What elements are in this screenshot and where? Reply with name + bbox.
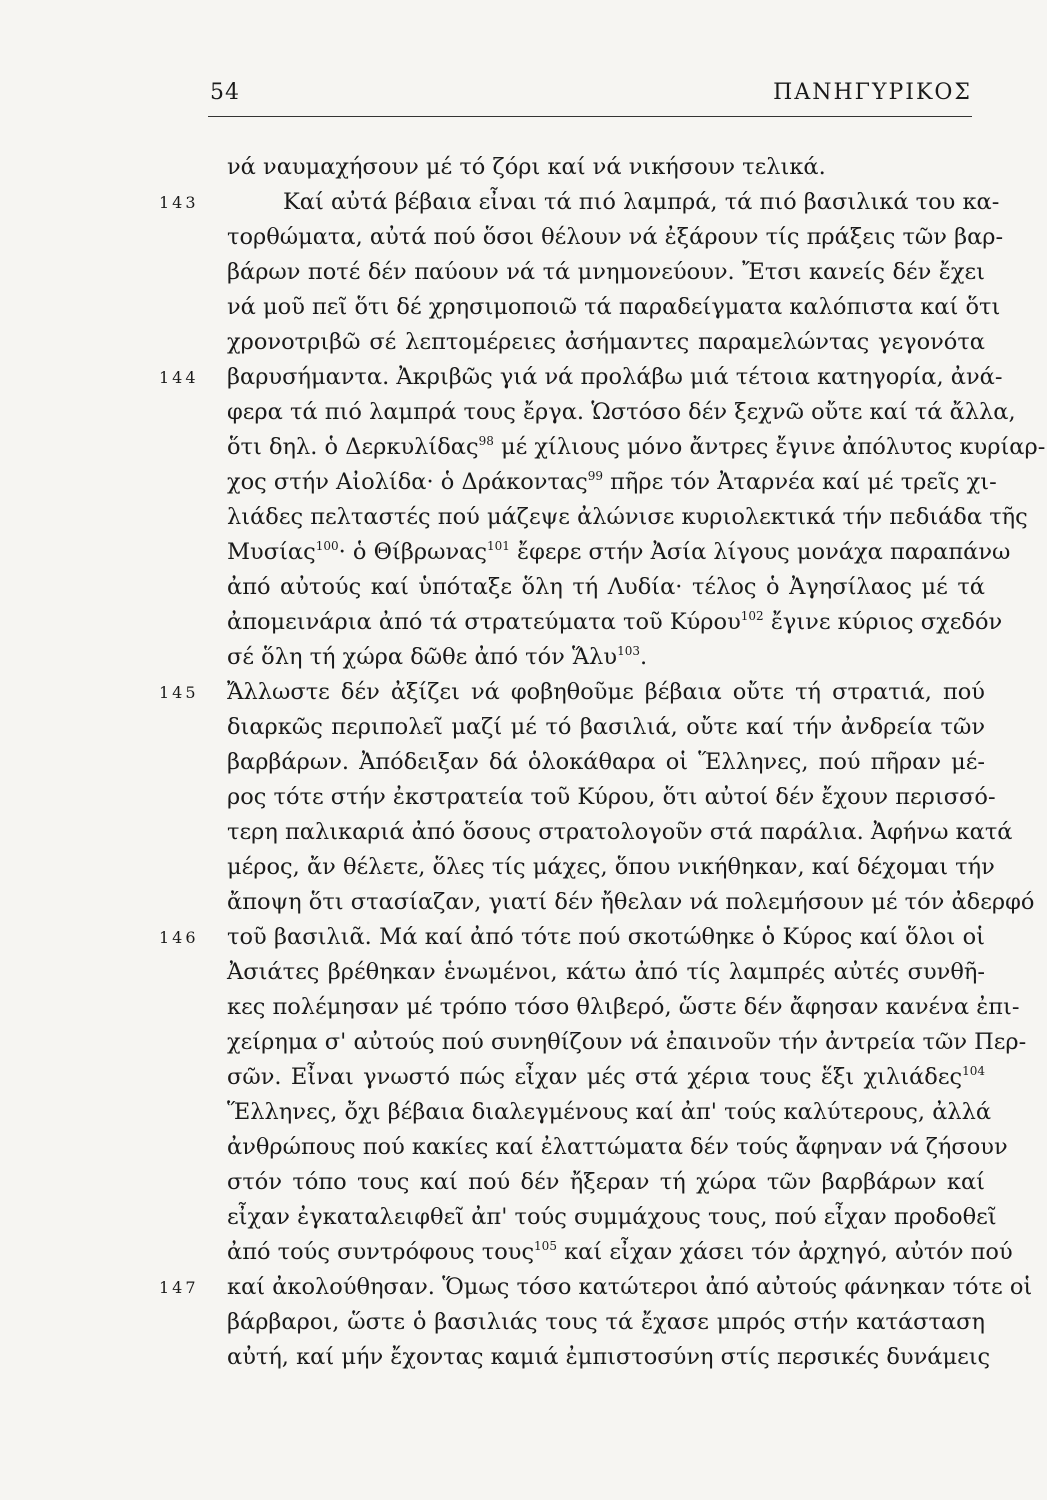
line-text: ἀπό τούς συντρόφους τους xyxy=(227,1239,535,1265)
text-line xyxy=(227,1095,992,1130)
text-line xyxy=(227,1305,985,1340)
text-line xyxy=(227,255,985,290)
line-text: τορθώματα, αὐτά πού ὅσοι θέλουν νά ἐξάρουν τίς πράξεις τῶν βαρ- xyxy=(227,224,1004,250)
footnote-ref: 105 xyxy=(534,1239,557,1253)
line-text: βάρων ποτέ δέν παύουν νά τά μνημονεύουν. Ἔτσι κανείς δέν ἔχει xyxy=(227,259,985,285)
line-text: ἀνθρώπους πού κακίες καί ἐλαττώματα δέν τούς ἄφηναν νά ζήσουν xyxy=(227,1134,1008,1160)
line-text: ἀπό αὐτούς καί ὑπόταξε ὅλη τή Λυδία· τέλος ὁ Ἀγησίλαος μέ τά xyxy=(227,574,985,600)
line-text: ἀπομεινάρια ἀπό τά στρατεύματα τοῦ Κύρου xyxy=(227,609,741,635)
text-line xyxy=(159,185,1000,220)
line-text: βαρυσήμαντα. Ἀκριβῶς γιά νά προλάβω μιά τέτοια κατηγορία, ἀνά- xyxy=(227,364,1003,390)
text-line xyxy=(159,920,985,955)
text-line xyxy=(227,1340,991,1375)
line-text: Ἀσιάτες βρέθηκαν ἑνωμένοι, κάτω ἀπό τίς λαμπρές αὐτές συνθῆ- xyxy=(227,959,985,985)
line-text: μέρος, ἄν θέλετε, ὅλες τίς μάχες, ὅπου νικήθηκαν, καί δέχομαι τήν xyxy=(227,854,995,880)
line-text: φερα τά πιό λαμπρά τους ἔργα. Ὡστόσο δέν ξεχνῶ οὔτε καί τά ἄλλα, xyxy=(227,399,1016,425)
line-text: τερη παλικαριά ἀπό ὅσους στρατολογοῦν στά παράλια. Ἀφήνω κατά xyxy=(227,819,1013,845)
line-text: καί εἶχαν χάσει τόν ἀρχηγό, αὐτόν πού xyxy=(556,1239,1013,1265)
line-text: Ἕλληνες, ὄχι βέβαια διαλεγμένους καί ἀπ' τούς καλύτερους, ἀλλά xyxy=(227,1099,992,1125)
text-line xyxy=(227,955,985,990)
text-line xyxy=(227,500,1028,535)
line-text: ρος τότε στήν ἐκστρατεία τοῦ Κύρου, ὅτι αὐτοί δέν ἔχουν περισσό- xyxy=(227,784,996,810)
text-line xyxy=(227,710,985,745)
text-line xyxy=(227,220,1004,255)
line-text: ἔγινε κύριος σχεδόν xyxy=(763,609,1003,635)
body-text xyxy=(159,150,1046,1375)
running-head: ΠΑΝΗΓΥΡΙΚΟΣ xyxy=(773,80,972,105)
line-text: βάρβαροι, ὥστε ὁ βασιλιάς τους τά ἔχασε μπρός στήν κατάσταση xyxy=(227,1309,985,1335)
footnote-ref: 100 xyxy=(315,539,339,553)
text-line xyxy=(227,325,985,360)
text-line xyxy=(227,430,1046,465)
line-text: ὅτι δηλ. ὁ Δερκυλίδας xyxy=(227,434,479,460)
footnote-ref: 103 xyxy=(617,644,641,658)
paragraph-number: 146 xyxy=(159,928,199,947)
text-line xyxy=(227,1025,1027,1060)
line-text: χείρημα σ' αὐτούς πού συνηθίζουν νά ἐπαινοῦν τήν ἀντρεία τῶν Περ- xyxy=(227,1029,1027,1055)
text-line xyxy=(227,1200,997,1235)
line-text: στόν τόπο τους καί πού δέν ἤξεραν τή χώρα τῶν βαρβάρων καί xyxy=(227,1169,985,1195)
text-line xyxy=(227,570,985,605)
line-text: βαρβάρων. Ἀπόδειξαν δά ὁλοκάθαρα οἱ Ἕλληνες, πού πῆραν μέ- xyxy=(227,749,985,775)
text-line xyxy=(227,815,1013,850)
text-line xyxy=(227,885,1035,920)
line-text: ἄποψη ὅτι στασίαζαν, γιατί δέν ἤθελαν νά πολεμήσουν μέ τόν ἀδερφό xyxy=(227,889,1035,915)
line-text: εἶχαν ἐγκαταλειφθεῖ ἀπ' τούς συμμάχους τους, πού εἶχαν προδοθεῖ xyxy=(227,1204,997,1230)
line-text: · ὁ Θίβρωνας xyxy=(338,539,487,565)
text-line xyxy=(159,1270,1033,1305)
paragraph-number: 145 xyxy=(159,683,199,702)
line-text: νά ναυμαχήσουν μέ τό ζόρι καί νά νικήσουν τελικά. xyxy=(227,154,826,180)
line-text: Καί αὐτά βέβαια εἶναι τά πιό λαμπρά, τά πιό βασιλικά του κα- xyxy=(283,189,1000,215)
text-line xyxy=(227,745,985,780)
text-line xyxy=(159,675,985,710)
header-rule xyxy=(208,116,972,117)
line-text: πῆρε τόν Ἀταρνέα καί μέ τρεῖς χι- xyxy=(602,469,997,495)
footnote-ref: 101 xyxy=(486,539,510,553)
line-text: . xyxy=(640,644,648,670)
page-number: 54 xyxy=(210,80,240,105)
line-text: καί ἀκολούθησαν. Ὅμως τόσο κατώτεροι ἀπό αὐτούς φάνηκαν τότε οἱ xyxy=(227,1274,1033,1300)
text-line xyxy=(227,395,1016,430)
line-text: χρονοτριβῶ σέ λεπτομέρειες ἀσήμαντες παραμελώντας γεγονότα xyxy=(227,329,985,355)
line-text: διαρκῶς περιπολεῖ μαζί μέ τό βασιλιά, οὔτε καί τήν ἀνδρεία τῶν xyxy=(227,714,985,740)
line-text: Μυσίας xyxy=(227,539,316,565)
line-text: κες πολέμησαν μέ τρόπο τόσο θλιβερό, ὥστε δέν ἄφησαν κανένα ἐπι- xyxy=(227,994,1020,1020)
text-line xyxy=(227,605,1003,640)
footnote-ref: 102 xyxy=(740,609,764,623)
footnote-ref: 99 xyxy=(587,469,603,483)
text-line xyxy=(159,360,1003,395)
footnote-ref: 104 xyxy=(962,1064,985,1078)
text-line xyxy=(227,780,996,815)
line-text: Ἄλλωστε δέν ἀξίζει νά φοβηθοῦμε βέβαια οὔτε τή στρατιά, πού xyxy=(227,679,985,705)
text-line xyxy=(227,1060,985,1095)
text-line xyxy=(227,1165,985,1200)
text-line xyxy=(227,640,985,675)
text-line xyxy=(227,535,1011,570)
paragraph-number: 147 xyxy=(159,1278,199,1297)
text-line xyxy=(227,290,1001,325)
text-line xyxy=(227,150,985,185)
text-line xyxy=(227,1130,1008,1165)
line-text: σῶν. Εἶναι γνωστό πώς εἶχαν μές στά χέρια τους ἕξι χιλιάδες xyxy=(227,1064,963,1090)
line-text: ἔφερε στήν Ἀσία λίγους μονάχα παραπάνω xyxy=(509,539,1011,565)
line-text: χος στήν Αἰολίδα· ὁ Δράκοντας xyxy=(227,469,588,495)
paragraph-number: 143 xyxy=(159,193,199,212)
line-text: μέ χίλιους μόνο ἄντρες ἔγινε ἀπόλυτος κυρίαρ- xyxy=(493,434,1046,460)
footnote-ref: 98 xyxy=(478,434,494,448)
paragraph-number: 144 xyxy=(159,368,199,387)
text-line xyxy=(227,1235,1013,1270)
line-text: τοῦ βασιλιᾶ. Μά καί ἀπό τότε πού σκοτώθηκε ὁ Κύρος καί ὅλοι οἱ xyxy=(227,924,985,950)
line-text: σέ ὅλη τή χώρα δῶθε ἀπό τόν Ἅλυ xyxy=(227,644,618,670)
text-line xyxy=(227,990,1020,1025)
line-text: νά μοῦ πεῖ ὅτι δέ χρησιμοποιῶ τά παραδείγματα καλόπιστα καί ὅτι xyxy=(227,294,1001,320)
text-line xyxy=(227,465,997,500)
text-line xyxy=(227,850,995,885)
line-text: αὐτή, καί μήν ἔχοντας καμιά ἐμπιστοσύνη στίς περσικές δυνάμεις xyxy=(227,1344,991,1370)
line-text: λιάδες πελταστές πού μάζεψε ἀλώνισε κυριολεκτικά τήν πεδιάδα τῆς xyxy=(227,504,1028,530)
